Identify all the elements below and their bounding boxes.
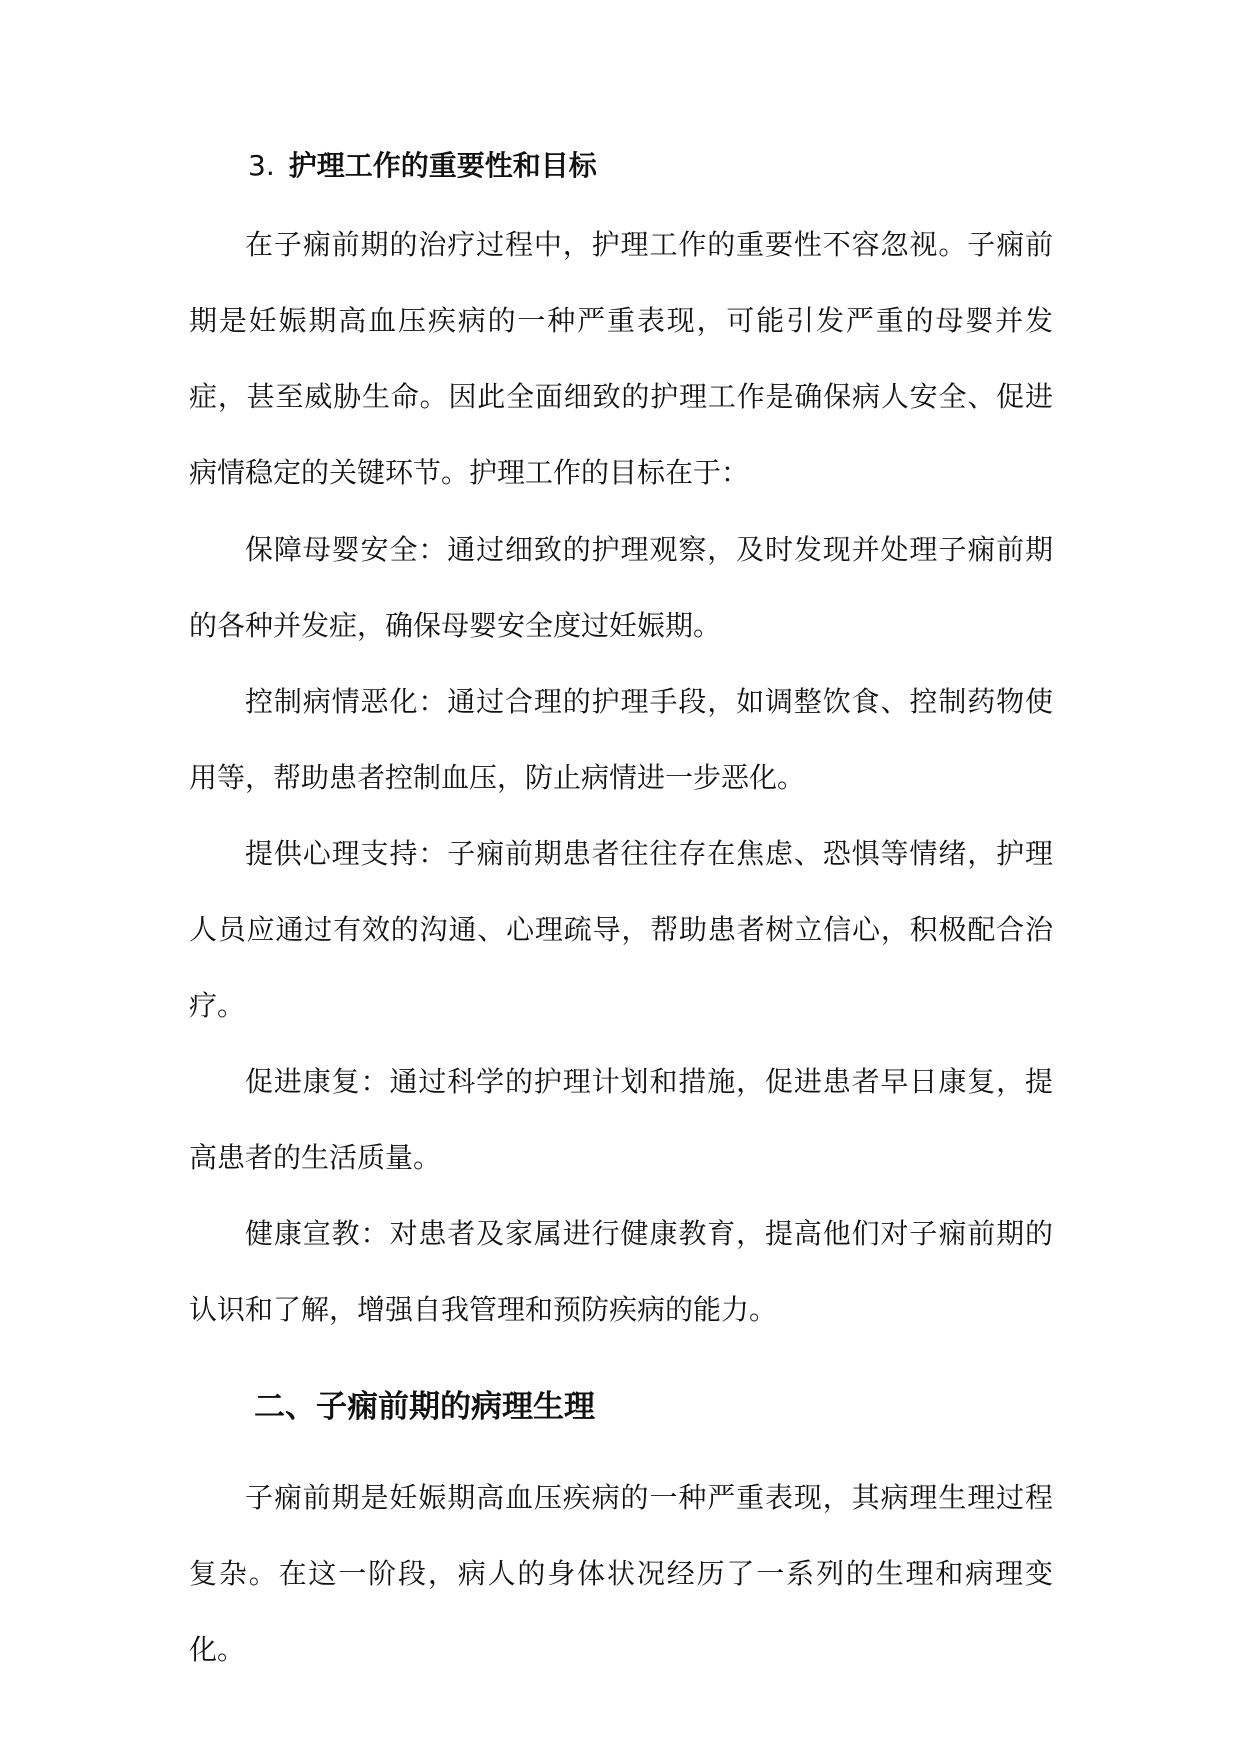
goal-maternal-infant-safety: 保障母婴安全：通过细致的护理观察，及时发现并处理子痫前期的各种并发症，确保母婴安全度过妊娠期。	[189, 533, 1053, 642]
section-2-intro-paragraph: 子痫前期是妊娠期高血压疾病的一种严重表现，其病理生理过程复杂。在这一阶段，病人的身体状况经历了一系列的生理和病理变化。	[189, 1481, 1053, 1666]
section-3-title: 护理工作的重要性和目标	[288, 149, 597, 182]
goal-promote-recovery: 促进康复：通过科学的护理计划和措施，促进患者早日康复，提高患者的生活质量。	[189, 1065, 1053, 1174]
goal-health-education: 健康宣教：对患者及家属进行健康教育，提高他们对子痫前期的认识和了解，增强自我管理和预防疾病的能力。	[189, 1217, 1053, 1326]
goal-psychological-support: 提供心理支持：子痫前期患者往往存在焦虑、恐惧等情绪，护理人员应通过有效的沟通、心理疏导，帮助患者树立信心，积极配合治疗。	[189, 837, 1053, 1022]
section-3-heading	[248, 146, 597, 186]
goal-control-deterioration: 控制病情恶化：通过合理的护理手段，如调整饮食、控制药物使用等，帮助患者控制血压，防止病情进一步恶化。	[189, 685, 1053, 794]
section-3-number: 3.	[248, 149, 275, 182]
section-2-heading: 二、子痫前期的病理生理	[254, 1389, 595, 1425]
intro-paragraph: 在子痫前期的治疗过程中，护理工作的重要性不容忽视。子痫前期是妊娠期高血压疾病的一种严重表现，可能引发严重的母婴并发症，甚至威胁生命。因此全面细致的护理工作是确保病人安全、促进病情稳定的关键环节。护理工作的目标在于：	[189, 228, 1053, 489]
